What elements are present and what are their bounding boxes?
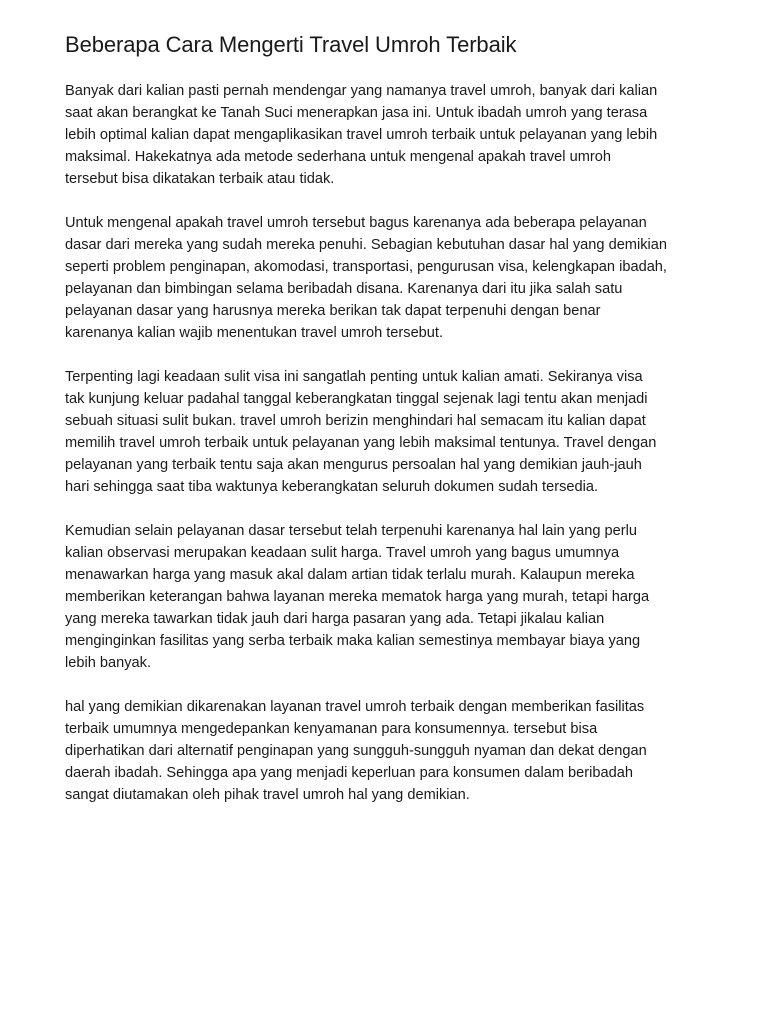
text-line: dasar dari mereka yang sudah mereka penuhi. Sebagian kebutuhan dasar hal yang demikian <box>65 237 667 253</box>
text-line: Kemudian selain pelayanan dasar tersebut telah terpenuhi karenanya hal lain yang perlu <box>65 523 637 539</box>
text-line: lebih banyak. <box>65 655 152 671</box>
text-line: menawarkan harga yang masuk akal dalam artian tidak terlalu murah. Kalaupun mereka <box>65 567 635 583</box>
text-line: kalian observasi merupakan keadaan sulit harga. Travel umroh yang bagus umumnya <box>65 545 620 561</box>
text-line: pelayanan yang terbaik tentu saja akan mengurus persoalan hal yang demikian jauh-jauh <box>65 457 642 473</box>
paragraph-3 <box>65 366 715 498</box>
text-line: maksimal. Hakekatnya ada metode sederhana untuk mengenal apakah travel umroh <box>65 149 611 165</box>
text-line: memilih travel umroh terbaik untuk pelayanan yang lebih maksimal tentunya. Travel dengan <box>65 435 657 451</box>
text-line: yang mereka tawarkan tidak jauh dari harga pasaran yang ada. Tetapi jikalau kalian <box>65 611 605 627</box>
paragraph-1 <box>65 80 715 190</box>
text-line: saat akan berangkat ke Tanah Suci menerapkan jasa ini. Untuk ibadah umroh yang terasa <box>65 105 648 121</box>
text-line: seperti problem penginapan, akomodasi, transportasi, pengurusan visa, kelengkapan ibadah, <box>65 259 667 275</box>
text-line: Terpenting lagi keadaan sulit visa ini sangatlah penting untuk kalian amati. Sekiranya visa <box>65 369 643 385</box>
text-line: hari sehingga saat tiba waktunya keberangkatan seluruh dokumen sudah tersedia. <box>65 479 599 495</box>
text-line: memberikan keterangan bahwa layanan mereka mematok harga yang murah, tetapi harga <box>65 589 650 605</box>
text-line: tak kunjung keluar padahal tanggal keberangkatan tinggal sejenak lagi tentu akan menjadi <box>65 391 648 407</box>
text-line: karenanya kalian wajib menentukan travel umroh tersebut. <box>65 325 444 341</box>
paragraph-4 <box>65 520 715 674</box>
text-line: Untuk mengenal apakah travel umroh tersebut bagus karenanya ada beberapa pelayanan <box>65 215 647 231</box>
text-line: daerah ibadah. Sehingga apa yang menjadi keperluan para konsumen dalam beribadah <box>65 765 633 781</box>
text-line: terbaik umumnya mengedepankan kenyamanan para konsumennya. tersebut bisa <box>65 721 598 737</box>
text-line: menginginkan fasilitas yang serba terbaik maka kalian semestinya membayar biaya yang <box>65 633 641 649</box>
paragraph-5 <box>65 696 715 806</box>
text-line: sangat diutamakan oleh pihak travel umroh hal yang demikian. <box>65 787 470 803</box>
text-line: Banyak dari kalian pasti pernah mendengar yang namanya travel umroh, banyak dari kalian <box>65 83 658 99</box>
text-line: lebih optimal kalian dapat mengaplikasikan travel umroh terbaik untuk pelayanan yang lebih <box>65 127 658 143</box>
text-line: tersebut bisa dikatakan terbaik atau tidak. <box>65 171 335 187</box>
page-title: Beberapa Cara Mengerti Travel Umroh Terbaik <box>65 32 517 57</box>
text-line: diperhatikan dari alternatif penginapan yang sungguh-sungguh nyaman dan dekat dengan <box>65 743 647 759</box>
paragraph-2 <box>65 212 715 344</box>
text-line: pelayanan dasar yang harusnya mereka berikan tak dapat terpenuhi dengan benar <box>65 303 601 319</box>
text-line: hal yang demikian dikarenakan layanan travel umroh terbaik dengan memberikan fasilitas <box>65 699 645 715</box>
text-line: pelayanan dan bimbingan selama beribadah disana. Karenanya dari itu jika salah satu <box>65 281 623 297</box>
document-page <box>65 30 715 828</box>
text-line: sebuah situasi sulit bukan. travel umroh berizin menghindari hal semacam itu kalian dapat <box>65 413 646 429</box>
